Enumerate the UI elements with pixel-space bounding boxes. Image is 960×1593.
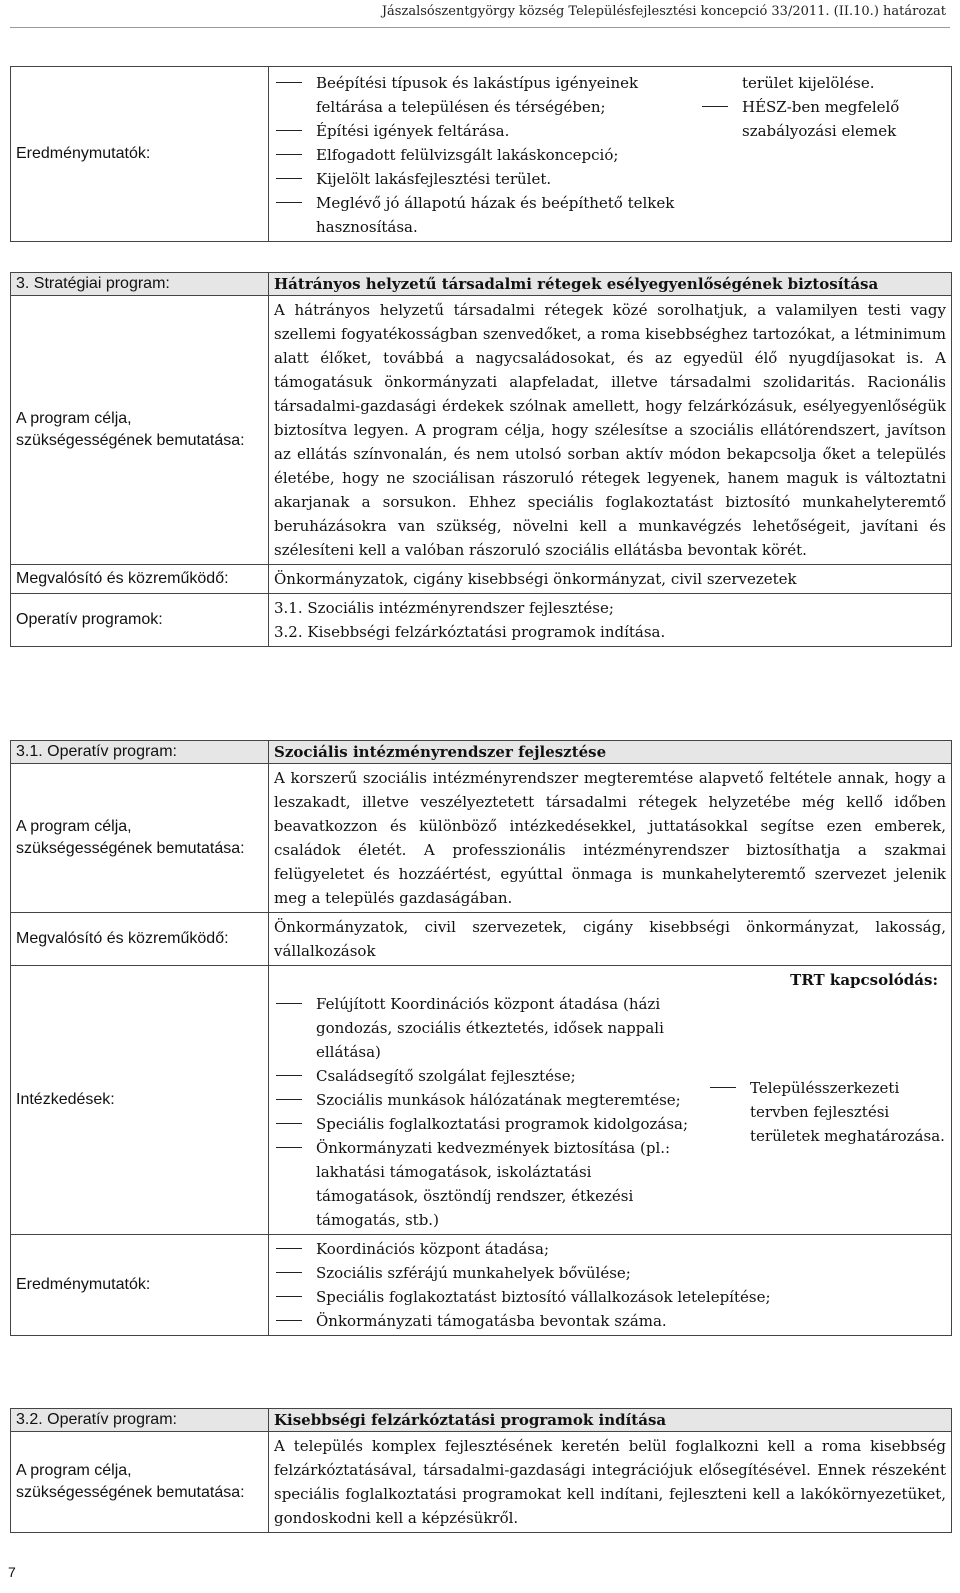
results-list-right <box>700 95 946 143</box>
operative-program-item: 3.2. Kisebbségi felzárkóztatási programok indítása. <box>274 623 666 641</box>
page-number: 7 <box>8 1564 16 1580</box>
program-title: Hátrányos helyzetű társadalmi rétegek esélyegyenlőségének biztosítása <box>269 273 952 296</box>
result-item: Építési igények feltárása. <box>274 119 694 143</box>
program-title: Kisebbségi felzárkóztatási programok indítása <box>269 1409 952 1432</box>
measure-item: Önkormányzati kedvezmények biztosítása (pl.: lakhatási támogatások, iskoláztatási támogatások, ösztöndíj rendszer, étkezési támogatás, stb.) <box>274 1136 694 1232</box>
program-title: Szociális intézményrendszer fejlesztése <box>269 741 952 764</box>
operative-program-3-1-table <box>10 740 952 1336</box>
results-table-continued <box>10 66 952 242</box>
program-number-label: 3. Stratégiai program: <box>11 273 269 296</box>
goal-text: A település komplex fejlesztésének keretén belül foglalkozni kell a roma kisebbség felzárkóztatásával, társadalmi-gazdasági integrációjuk elősegítésével. Ennek részeként speciális foglalkoztatási programokat kell indítani, fejleszteni kell a lakókörnyezetüket, gondoskodni kell a képzésükről. <box>269 1432 952 1533</box>
result-item: Beépítési típusok és lakástípus igényeinek feltárása a településen és térségében; <box>274 71 694 119</box>
trt-label: TRT kapcsolódás: <box>790 971 938 989</box>
operative-program-item: 3.1. Szociális intézményrendszer fejlesztése; <box>274 599 614 617</box>
goal-label: A program célja, szükségességének bemutatása: <box>11 1432 269 1533</box>
actor-text: Önkormányzatok, cigány kisebbségi önkormányzat, civil szervezetek <box>269 565 952 594</box>
result-item: Elfogadott felülvizsgált lakáskoncepció; <box>274 143 694 167</box>
running-header: Jászalsószentgyörgy község Településfejlesztési koncepció 33/2011. (II.10.) határozat <box>381 4 946 19</box>
measures-label: Intézkedések: <box>11 966 269 1235</box>
operative-programs-label: Operatív programok: <box>11 594 269 647</box>
measure-item: Speciális foglalkoztatási programok kidolgozása; <box>274 1112 694 1136</box>
strategic-program-3-table <box>10 272 952 647</box>
goal-text: A korszerű szociális intézményrendszer megteremtése alapvető feltétele annak, hogy a leszakadt, illetve veszélyeztetett társadalmi rétegek helyzetébe még kellő időben beavatkozzon és különböző intézkedésekkel, juttatásokkal segítse ezen emberek, családok életét. A professzionális intézményrendszer biztosíthatja a szakmai felügyeletet és hozzáértést, egyúttal önmaga is munkahelyteremtő szervezet jelenik meg a település gazdaságában. <box>269 764 952 913</box>
results-right-continuation: terület kijelölése. <box>742 74 875 92</box>
header-rule <box>10 27 950 28</box>
goal-text: A hátrányos helyzetű társadalmi rétegek közé sorolhatjuk, a valamilyen testi vagy szellemi fogyatékosságban szenvedőket, a roma kisebbséghez tartozókat, a létminimum alatt élőket, továbbá a nagycsaládosokat, és az egyedül élő nyugdíjasokat is. A támogatásuk önkormányzati alapfeladat, illetve társadalmi szolidaritás. Racionális társadalmi-gazdasági érdekek szólnak amellett, hogy felzárkózásuk, esélyegyenlőségük biztosítva legyen. A program célja, hogy szélesítse a szociális ellátórendszert, javítson az ellátás színvonalán, és nem utolsó sorban aktív módon bekapcsolja őket a település életébe, hogy ne szociálisan rászoruló rétegek legyenek, hanem maguk is változtatni akarjanak a sorsukon. Ehhez speciális foglakoztatást biztosító munkahelyteremtő beruházásokra van szükség, növelni kell a munkavégzés lehetőségeit, javítani és szélesíteni kell a valóban rászoruló szociális ellátásba bevontak körét. <box>269 296 952 565</box>
results-label: Eredménymutatók: <box>11 67 269 242</box>
result-item: HÉSZ-ben megfelelő szabályozási elemek <box>700 95 946 143</box>
result-item: Szociális szférájú munkahelyek bővülése; <box>274 1261 946 1285</box>
result-item: Speciális foglakoztatást biztosító vállalkozások letelepítése; <box>274 1285 946 1309</box>
goal-label: A program célja, szükségességének bemutatása: <box>11 296 269 565</box>
operative-program-3-2-table <box>10 1408 952 1533</box>
actor-label: Megvalósító és közreműködő: <box>11 565 269 594</box>
measure-item: Családsegítő szolgálat fejlesztése; <box>274 1064 694 1088</box>
actor-label: Megvalósító és közreműködő: <box>11 913 269 966</box>
results-list-left <box>274 71 694 239</box>
measures-list <box>274 992 694 1232</box>
trt-item: Településszerkezeti tervben fejlesztési területek meghatározása. <box>708 1076 946 1148</box>
program-number-label: 3.2. Operatív program: <box>11 1409 269 1432</box>
actor-text: Önkormányzatok, civil szervezetek, cigány kisebbségi önkormányzat, lakosság, vállalkozások <box>269 913 952 966</box>
result-item: Meglévő jó állapotú házak és beépíthető telkek hasznosítása. <box>274 191 694 239</box>
goal-label: A program célja, szükségességének bemutatása: <box>11 764 269 913</box>
result-item: Önkormányzati támogatásba bevontak száma. <box>274 1309 946 1333</box>
results-list <box>274 1237 946 1333</box>
measure-item: Felújított Koordinációs központ átadása (házi gondozás, szociális étkeztetés, idősek nappali ellátása) <box>274 992 694 1064</box>
results-label: Eredménymutatók: <box>11 1235 269 1336</box>
measure-item: Szociális munkások hálózatának megteremtése; <box>274 1088 694 1112</box>
trt-list <box>708 1076 946 1148</box>
result-item: Koordinációs központ átadása; <box>274 1237 946 1261</box>
result-item: Kijelölt lakásfejlesztési terület. <box>274 167 694 191</box>
program-number-label: 3.1. Operatív program: <box>11 741 269 764</box>
